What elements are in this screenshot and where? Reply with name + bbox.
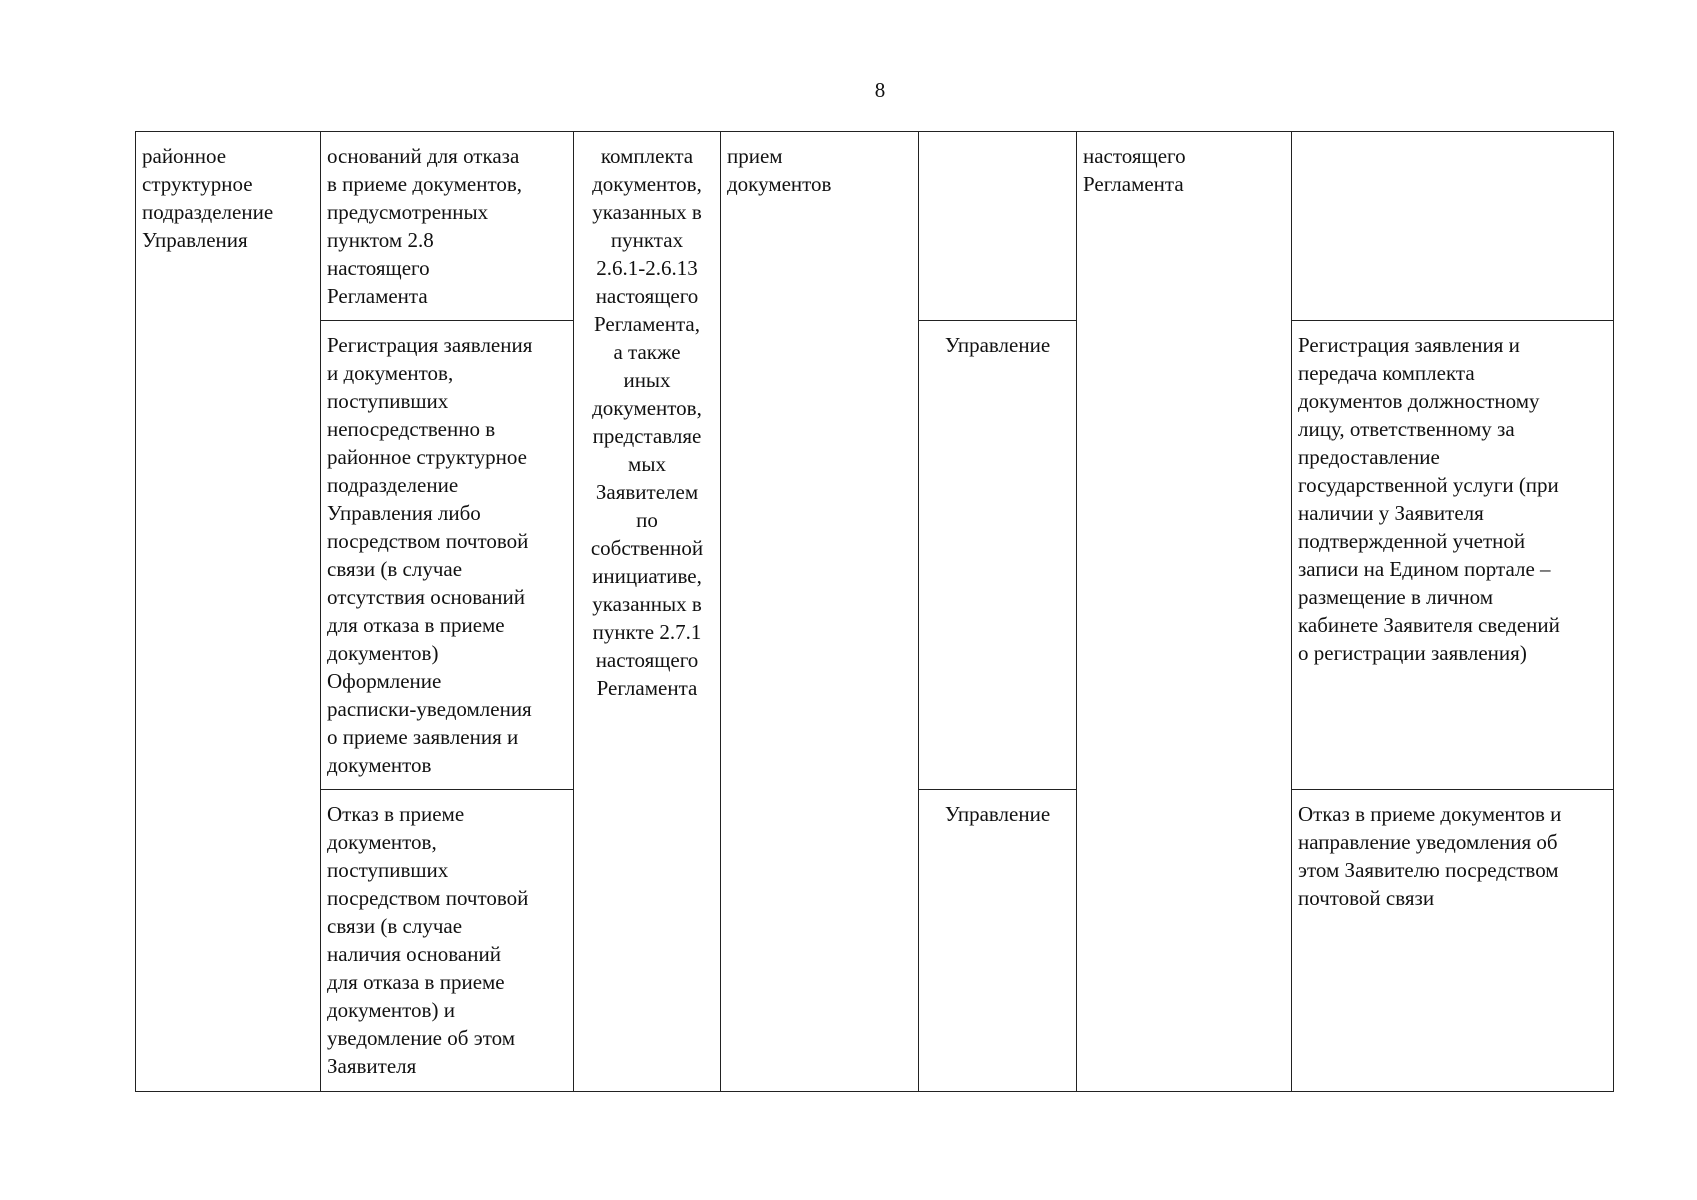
cell-executor: районное структурное подразделение Управления (136, 132, 321, 1092)
cell-responsible-2: Управление (919, 321, 1077, 790)
cell-procedure: прием документов (721, 132, 919, 1092)
cell-responsible-3: Управление (919, 790, 1077, 1092)
cell-action-2: Регистрация заявления и документов, поступивших непосредственно в районное структурное подразделение Управления либо посредством почтовой связи (в случае отсутствия оснований для отказа в приеме документов) Оформление расписки-уведомления о приеме заявления и документов (321, 321, 574, 790)
cell-reference: настоящего Регламента (1077, 132, 1292, 1092)
cell-responsible-1 (919, 132, 1077, 321)
procedure-table (135, 131, 1614, 1092)
cell-result-3: Отказ в приеме документов и направление уведомления об этом Заявителю посредством почтовой связи (1292, 790, 1614, 1092)
page-number: 8 (874, 78, 886, 102)
cell-documents: комплекта документов, указанных в пунктах 2.6.1-2.6.13 настоящего Регламента, а также иных документов, представляе мых Заявителем по собственной инициативе, указанных в пункте 2.7.1 настоящего Регламента (574, 132, 721, 1092)
cell-result-2: Регистрация заявления и передача комплекта документов должностному лицу, ответственному за предоставление государственной услуги (при наличии у Заявителя подтвержденной учетной записи на Едином портале – размещение в личном кабинете Заявителя сведений о регистрации заявления) (1292, 321, 1614, 790)
cell-action-1: оснований для отказа в приеме документов, предусмотренных пунктом 2.8 настоящего Регламента (321, 132, 574, 321)
cell-result-1 (1292, 132, 1614, 321)
cell-action-3: Отказ в приеме документов, поступивших посредством почтовой связи (в случае наличия оснований для отказа в приеме документов) и уведомление об этом Заявителя (321, 790, 574, 1092)
table-row (136, 132, 1614, 321)
